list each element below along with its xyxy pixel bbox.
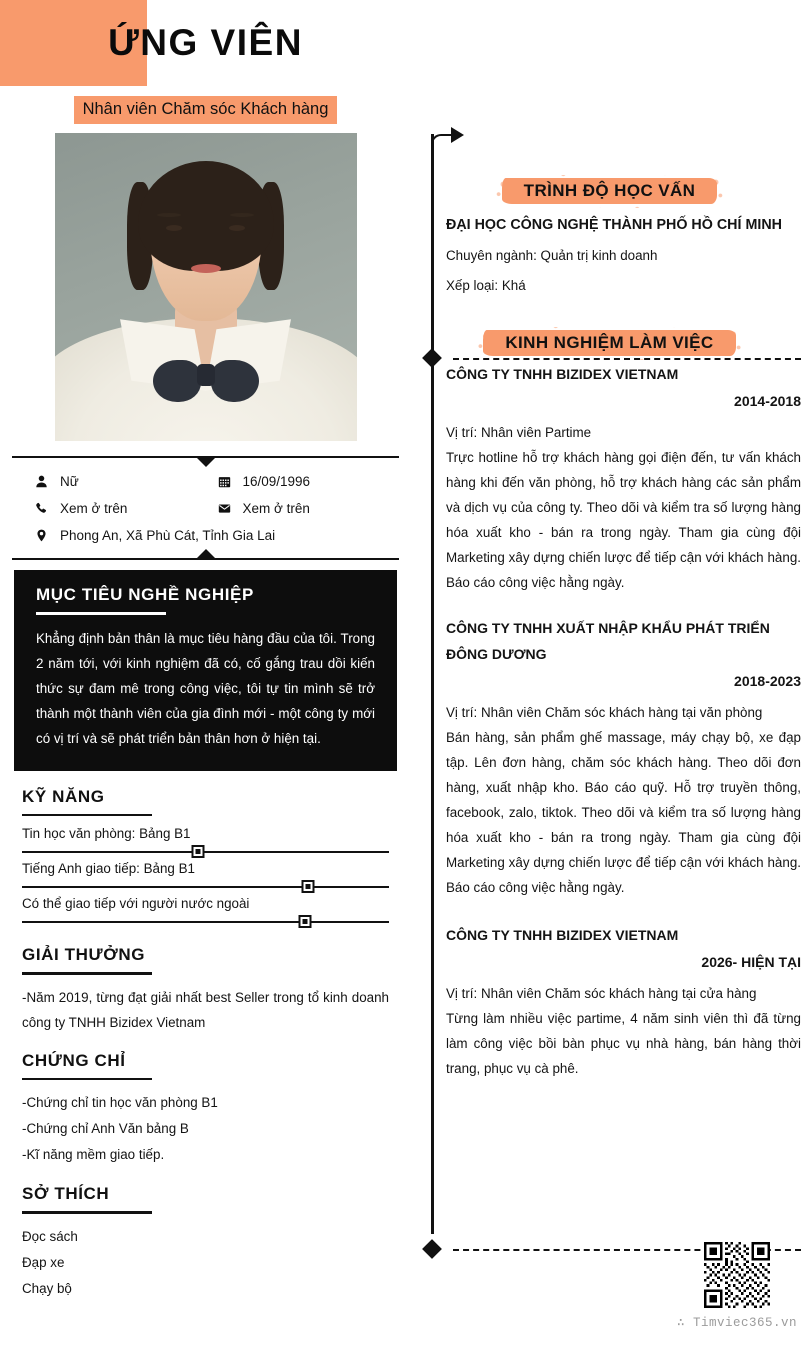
page-header [0, 0, 811, 86]
hobbies-section [22, 1184, 389, 1302]
experience-position: Vị trí: Nhân viên Partime [446, 425, 592, 440]
awards-text: -Năm 2019, từng đạt giải nhất best Seller trong tổ kinh doanh công ty TNHH Bizidex Vietnam [22, 989, 389, 1030]
awards-underline [22, 972, 152, 975]
contact-section [12, 456, 399, 560]
right-column [411, 86, 811, 1302]
contact-gender-value: Nữ [60, 474, 79, 489]
contact-phone-value: Xem ở trên [60, 501, 128, 516]
candidate-photo [55, 133, 357, 441]
triangle-down-icon [197, 458, 215, 467]
experience-title: KINH NGHIỆM LÀM VIỆC [489, 330, 729, 357]
certificates-section [22, 1051, 389, 1169]
contact-bottom-divider [12, 558, 399, 560]
certificate-item: -Kĩ năng mềm giao tiếp. [22, 1147, 165, 1162]
job-title-row [0, 86, 411, 133]
skill-slider-handle[interactable] [192, 845, 205, 858]
awards-section [22, 945, 389, 1035]
education-rank: Xếp loại: Khá [446, 278, 526, 293]
skill-item [22, 826, 389, 859]
skill-slider[interactable] [22, 880, 389, 894]
location-pin-icon [34, 529, 49, 542]
contact-address-value: Phong An, Xã Phù Cát, Tỉnh Gia Lai [60, 528, 276, 543]
experience-item [446, 615, 801, 900]
experience-company: CÔNG TY TNHH BIZIDEX VIETNAM [446, 366, 679, 382]
skill-label: Có thể giao tiếp với người nước ngoài [22, 896, 250, 911]
experience-company: CÔNG TY TNHH XUẤT NHẬP KHẨU PHÁT TRIỂN ĐÔNG DƯƠNG [446, 620, 770, 662]
envelope-icon [217, 502, 232, 515]
awards-title: GIẢI THƯỞNG [22, 945, 146, 964]
experience-description: Trực hotline hỗ trợ khách hàng gọi điện đến, tư vấn khách hàng khi đến văn phòng, hỗ trợ khách hàng các sản phẩm và dịch vụ của công ty. Theo dõi và kiểm tra số lượng hàng hóa xuất kho - bán ra trong ngày. Tham gia cùng đội Marketing xây dựng chiến lược để tiếp cận với khách hàng. Báo cáo công việc hằng ngày. [446, 450, 801, 590]
contact-phone [34, 501, 217, 516]
hobby-item: Chạy bộ [22, 1280, 72, 1296]
contact-birthday [217, 474, 400, 489]
experience-description: Từng làm nhiều việc partime, 4 năm sinh viên thì đã từng làm công việc bồi bàn phục vụ nhà hàng, bán hàng thời trang, phục vụ cà phê. [446, 1011, 801, 1076]
hobbies-title: SỞ THÍCH [22, 1184, 110, 1203]
objective-section [14, 570, 397, 771]
timeline-diamond-icon [422, 1239, 442, 1259]
contact-birthday-value: 16/09/1996 [242, 474, 311, 489]
contact-address [34, 528, 399, 543]
page-title: ỨNG VIÊN [108, 22, 303, 63]
brand-label: ∴ Timviec365.vn [676, 1316, 797, 1330]
experience-item [446, 922, 801, 1081]
certificates-title: CHỨNG CHỈ [22, 1050, 126, 1070]
experience-section [411, 299, 811, 1081]
certificate-item: -Chứng chỉ Anh Văn bảng B [22, 1121, 189, 1136]
calendar-icon [217, 475, 232, 488]
skill-item [22, 896, 389, 929]
qr-code [704, 1242, 770, 1308]
contact-email-value: Xem ở trên [242, 501, 310, 516]
experience-position: Vị trí: Nhân viên Chăm sóc khách hàng tại văn phòng [446, 705, 763, 720]
objective-underline [36, 612, 166, 615]
education-title: TRÌNH ĐỘ HỌC VẤN [508, 178, 712, 205]
skills-section [22, 787, 389, 930]
hobby-item: Đạp xe [22, 1254, 65, 1270]
experience-description: Bán hàng, sản phẩm ghế massage, máy chạy bộ, xe đạp tập. Lên đơn hàng, chăm sóc khách hàng. Theo dõi đơn hàng, xuất nhập kho. Báo cáo quỹ. Hỗ trợ truyền thông, facebook, zalo, tiktok. Theo dõi và kiểm tra số lượng hàng hóa xuất kho - bán ra trong ngày. Tham gia cùng đội Marketing xây dựng chiến lược để tiếp cận với khách hàng. Báo cáo công việc hằng ngày. [446, 730, 801, 895]
skills-title: KỸ NĂNG [22, 786, 105, 806]
job-title-chip: Nhân viên Chăm sóc Khách hàng [74, 96, 338, 124]
hobbies-underline [22, 1211, 152, 1214]
person-icon [34, 475, 49, 488]
page-columns [0, 86, 811, 1302]
skill-slider-handle[interactable] [298, 915, 311, 928]
skill-label: Tin học văn phòng: Bảng B1 [22, 826, 191, 841]
skill-slider[interactable] [22, 845, 389, 859]
left-column [0, 86, 411, 1302]
contact-gender [34, 474, 217, 489]
skill-label: Tiếng Anh giao tiếp: Bảng B1 [22, 861, 195, 876]
photo-row [0, 133, 411, 441]
objective-text: Khẳng định bản thân là mục tiêu hàng đầu của tôi. Trong 2 năm tới, với kinh nghiệm đã có, cố gắng trau dồi kiến thức sự đam mê trong công việc, tôi tự tin mình sẽ trở thành một thành viên của gia đình mới - một công ty mới có vị trí và sẽ phát triển bản thân hơn ở hiện tại. [36, 630, 375, 746]
education-school: ĐẠI HỌC CÔNG NGHỆ THÀNH PHỐ HỒ CHÍ MINH [446, 217, 782, 233]
skills-underline [22, 814, 152, 817]
skill-item [22, 861, 389, 894]
skill-slider-handle[interactable] [302, 880, 315, 893]
experience-date: 2026- HIỆN TẠI [701, 954, 801, 970]
phone-icon [34, 502, 49, 515]
hobby-item: Đọc sách [22, 1228, 78, 1244]
objective-title: MỤC TIÊU NGHỀ NGHIỆP [36, 585, 254, 604]
experience-position: Vị trí: Nhân viên Chăm sóc khách hàng tại cửa hàng [446, 986, 757, 1001]
skill-slider[interactable] [22, 915, 389, 929]
contact-email [217, 501, 400, 516]
experience-date: 2018-2023 [734, 673, 801, 689]
footer [677, 1242, 797, 1330]
triangle-up-icon [197, 549, 215, 558]
experience-item [446, 361, 801, 595]
experience-company: CÔNG TY TNHH BIZIDEX VIETNAM [446, 927, 679, 943]
certificate-item: -Chứng chỉ tin học văn phòng B1 [22, 1095, 218, 1110]
experience-date: 2014-2018 [734, 393, 801, 409]
certificates-underline [22, 1078, 152, 1081]
education-major: Chuyên ngành: Quản trị kinh doanh [446, 248, 658, 263]
education-section [411, 86, 811, 299]
